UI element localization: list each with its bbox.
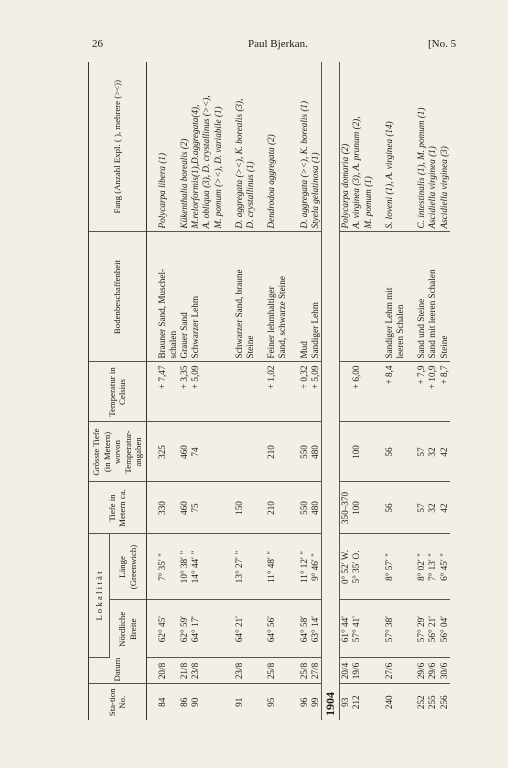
spacer-cell <box>256 422 266 482</box>
station-cell <box>213 684 224 720</box>
station-cell: 255 <box>427 695 438 710</box>
max-depth-cell <box>201 422 212 482</box>
spacer-cell <box>406 422 416 482</box>
station-cell: 212 <box>351 695 362 710</box>
depth-cell: 32 <box>427 482 438 534</box>
catch-cell: Kükenthalia borealis (2) <box>179 62 190 232</box>
longitude-cell: 11° 12′ " <box>299 534 310 600</box>
bottom-type-cell <box>213 232 224 362</box>
date-cell <box>213 658 224 684</box>
max-depth-cell <box>363 422 374 482</box>
max-depth-cell: 210 <box>266 422 277 482</box>
longitude-cell: 13° 27′ " <box>234 534 245 600</box>
depth-cell: 75 <box>190 482 201 534</box>
spacer-cell <box>406 232 416 362</box>
bottom-type-cell: schalen <box>168 232 179 362</box>
latitude-cell: 57° 41′ <box>351 600 362 658</box>
date-cell <box>245 658 256 684</box>
station-cell: 93 <box>340 697 351 707</box>
spacer-cell <box>289 422 299 482</box>
date-cell: 23/8 <box>234 658 245 684</box>
spacer-cell <box>406 600 416 658</box>
spacer-cell <box>374 232 384 362</box>
table-row <box>245 62 256 720</box>
table-row <box>213 62 224 720</box>
table-row <box>340 62 352 720</box>
longitude-cell: 6° 45′ " <box>439 534 450 600</box>
max-depth-cell: 32 <box>427 422 438 482</box>
latitude-cell: 63° 14′ <box>310 600 322 658</box>
spacer-cell <box>256 658 266 684</box>
temperature-cell <box>234 362 245 422</box>
temperature-cell <box>245 362 256 422</box>
spacer-cell <box>289 62 299 232</box>
spacer-cell <box>374 482 384 534</box>
longitude-cell <box>277 534 288 600</box>
temperature-cell: + 1,02 <box>266 362 277 422</box>
longitude-cell <box>363 534 374 600</box>
catch-cell <box>277 62 288 232</box>
temperature-cell: + 5,09 <box>190 362 201 422</box>
depth-cell: 150 <box>234 482 245 534</box>
spacer-cell <box>406 684 416 720</box>
depth-cell: 480 <box>310 482 322 534</box>
latitude-cell: 57° 38′ <box>384 600 395 658</box>
depth-cell: 42 <box>439 482 450 534</box>
bottom-type-cell: Sandiger Lehm <box>310 232 322 362</box>
date-cell: 27/6 <box>384 658 395 684</box>
station-cell: 91 <box>233 697 244 707</box>
max-depth-cell <box>277 422 288 482</box>
table-row <box>384 62 395 720</box>
catch-cell: Ascidiella virginea (3) <box>439 62 450 232</box>
max-depth-cell: 325 <box>157 422 168 482</box>
spacer-cell <box>256 62 266 232</box>
temperature-cell: + 6,00 <box>351 362 362 422</box>
table-row <box>363 62 374 720</box>
station-cell: 90 <box>190 697 201 707</box>
max-depth-cell <box>234 422 245 482</box>
spacer-cell <box>406 362 416 422</box>
spacer-row <box>256 62 266 720</box>
bottom-type-cell: Schwarzer Sand, braune <box>234 232 245 362</box>
catch-cell: D. aggregata (><), K. borealis (3), <box>234 62 245 232</box>
date-cell: 30/6 <box>439 658 450 684</box>
latitude-cell: 64° 17′ <box>190 600 201 658</box>
running-header <box>0 38 508 54</box>
date-cell <box>395 658 406 684</box>
bottom-type-cell: Brauner Sand, Muschel- <box>157 232 168 362</box>
station-cell: 86 <box>178 697 189 707</box>
station-cell <box>277 684 288 720</box>
bottom-type-cell: Sandiger Lehm mit <box>384 232 395 362</box>
depth-cell: 100 <box>351 482 362 534</box>
bottom-type-cell: Mud <box>299 232 310 362</box>
table-row <box>351 62 362 720</box>
longitude-cell: 5° 35′ O. <box>351 534 362 600</box>
spacer-cell <box>406 482 416 534</box>
spacer-cell <box>406 534 416 600</box>
station-cell <box>201 684 212 720</box>
latitude-cell: 64° 58′ <box>299 600 310 658</box>
bottom-type-cell <box>340 232 352 362</box>
table-row <box>201 62 212 720</box>
station-cell: 96 <box>298 697 309 707</box>
latitude-cell: 64° 56′ <box>266 600 277 658</box>
catch-cell: Polycarpa libera (1) <box>157 62 168 232</box>
spacer-cell <box>256 534 266 600</box>
depth-cell <box>277 482 288 534</box>
catch-cell: Ascidiella virginea (1) <box>427 62 438 232</box>
spacer-cell <box>374 658 384 684</box>
spacer-cell <box>374 422 384 482</box>
bottom-type-cell <box>351 232 362 362</box>
catch-cell: D. aggregata (><), K. borealis (1) <box>299 62 310 232</box>
latitude-cell: 56° 04′ <box>439 600 450 658</box>
depth-cell: 330 <box>157 482 168 534</box>
max-depth-cell: 56 <box>384 422 395 482</box>
date-cell <box>168 658 179 684</box>
spacer-cell <box>224 482 234 534</box>
longitude-cell <box>168 534 179 600</box>
longitude-cell <box>245 534 256 600</box>
spacer-cell <box>374 534 384 600</box>
bottom-type-cell: Schwarzer Lehm <box>190 232 201 362</box>
catch-cell <box>395 62 406 232</box>
spacer-cell <box>256 684 266 720</box>
temperature-cell <box>168 362 179 422</box>
spacer-cell <box>224 600 234 658</box>
header-grosste-tiefe: Grösste Tiefe (in Metern) wovon Temperatur-angaben <box>89 422 147 482</box>
spacer-cell <box>224 534 234 600</box>
longitude-cell: 8° 57′ " <box>384 534 395 600</box>
catch-cell: Styela gelatinosa (1) <box>310 62 322 232</box>
header-lokalitat: L o k a l i t ä t <box>89 534 110 658</box>
latitude-cell <box>395 600 406 658</box>
depth-cell <box>395 482 406 534</box>
table-row <box>190 62 201 720</box>
temperature-cell <box>201 362 212 422</box>
bottom-type-cell: Feiner lehmhaltiger <box>266 232 277 362</box>
station-cell <box>395 684 406 720</box>
latitude-cell: 61° 44′ <box>340 600 352 658</box>
date-cell: 29/6 <box>427 658 438 684</box>
table-row <box>427 62 438 720</box>
max-depth-cell: 480 <box>310 422 322 482</box>
table-row <box>168 62 179 720</box>
bottom-type-cell: Steine <box>439 232 450 362</box>
spacer-cell <box>224 232 234 362</box>
catch-cell: M. pomum (><), D. variabile (1) <box>213 62 224 232</box>
date-cell: 25/8 <box>299 658 310 684</box>
date-cell <box>201 658 212 684</box>
depth-cell: 550 <box>299 482 310 534</box>
bottom-type-cell <box>363 232 374 362</box>
depth-cell: 460 <box>179 482 190 534</box>
max-depth-cell: 74 <box>190 422 201 482</box>
series-number: [No. 5 <box>428 38 457 50</box>
spacer-cell <box>406 658 416 684</box>
max-depth-cell: 550 <box>299 422 310 482</box>
latitude-cell <box>245 600 256 658</box>
spacer-cell <box>224 422 234 482</box>
max-depth-cell <box>213 422 224 482</box>
table-row <box>179 62 190 720</box>
bottom-type-cell: Grauer Sand <box>179 232 190 362</box>
depth-cell <box>363 482 374 534</box>
temperature-cell: + 7,47 <box>157 362 168 422</box>
date-cell: 21/8 <box>179 658 190 684</box>
bottom-type-cell <box>201 232 212 362</box>
bottom-type-cell: Sand, schwarze Steine <box>277 232 288 362</box>
max-depth-cell <box>168 422 179 482</box>
date-cell: 19/6 <box>351 658 362 684</box>
max-depth-cell: 460 <box>179 422 190 482</box>
date-cell: 27/8 <box>310 658 322 684</box>
date-cell <box>363 658 374 684</box>
spacer-cell <box>289 534 299 600</box>
max-depth-cell: 100 <box>351 422 362 482</box>
spacer-cell <box>289 684 299 720</box>
depth-cell: 57 <box>416 482 427 534</box>
latitude-cell: 62° 45′ <box>157 600 168 658</box>
spacer-row <box>374 62 384 720</box>
bottom-type-cell: Sand und Steine <box>416 232 427 362</box>
station-table <box>88 62 450 720</box>
spacer-cell <box>224 658 234 684</box>
temperature-cell: + 10,9 <box>427 362 438 422</box>
max-depth-cell: 42 <box>439 422 450 482</box>
temperature-cell <box>363 362 374 422</box>
latitude-cell <box>363 600 374 658</box>
header-station: Sta-tion No. <box>89 684 147 720</box>
temperature-cell: ÷ 0,32 <box>299 362 310 422</box>
spacer-cell <box>256 482 266 534</box>
station-cell: 252 <box>416 695 427 710</box>
longitude-cell: 14° 44′ " <box>190 534 201 600</box>
table-row <box>277 62 288 720</box>
longitude-cell: 9° 46′ " <box>310 534 322 600</box>
spacer-cell <box>224 684 234 720</box>
spacer-cell <box>374 62 384 232</box>
header-temperatur: Temperatur in Celsius <box>89 362 147 422</box>
header-tiefe: Tiefe in Metern ca. <box>89 482 147 534</box>
spacer-cell <box>406 62 416 232</box>
temperature-cell: + 8,4 <box>384 362 395 422</box>
spacer-cell <box>289 658 299 684</box>
table-row <box>416 62 427 720</box>
station-cell: 99 <box>309 697 320 707</box>
spacer-cell <box>256 362 266 422</box>
latitude-cell <box>168 600 179 658</box>
spacer-cell <box>289 600 299 658</box>
latitude-cell: 62° 59′ <box>179 600 190 658</box>
depth-cell <box>213 482 224 534</box>
spacer-cell <box>374 362 384 422</box>
longitude-cell: 8° 02′ " <box>416 534 427 600</box>
catch-cell: M.relorformis(1),D.aggregata(4), <box>190 62 201 232</box>
rotated-table-frame <box>88 62 448 720</box>
table-row <box>299 62 310 720</box>
temperature-cell: + 8,7 <box>439 362 450 422</box>
running-title-author: Paul Bjerkan. <box>248 38 308 50</box>
header-lange: Länge (Greenwich) <box>110 534 146 600</box>
temperature-cell <box>277 362 288 422</box>
catch-cell: A. virginea (3), A. prunum (2), <box>351 62 362 232</box>
table-row <box>310 62 322 720</box>
max-depth-cell <box>340 422 352 482</box>
spacer-cell <box>289 482 299 534</box>
max-depth-cell <box>245 422 256 482</box>
catch-cell: C. intestinalis (1), M. pomum (1) <box>416 62 427 232</box>
bottom-type-cell: leeren Schalen <box>395 232 406 362</box>
spacer-cell <box>224 62 234 232</box>
table-row <box>157 62 168 720</box>
depth-cell: 350–370 <box>340 482 352 534</box>
spacer-row <box>406 62 416 720</box>
depth-cell <box>201 482 212 534</box>
header-fang: Fang (Anzahl Expl. ( ), mehrere (><)) <box>89 62 147 232</box>
header-date: Datum <box>89 658 147 684</box>
temperature-cell: + 7,9 <box>416 362 427 422</box>
date-cell: 29/6 <box>416 658 427 684</box>
longitude-cell <box>213 534 224 600</box>
date-cell: 23/8 <box>190 658 201 684</box>
latitude-cell: 57° 29′ <box>416 600 427 658</box>
catch-cell: S. loveni (1), A. virginea (14) <box>384 62 395 232</box>
latitude-cell <box>201 600 212 658</box>
catch-cell: Dendrodoa aggregata (2) <box>266 62 277 232</box>
spacer-cell <box>256 232 266 362</box>
catch-cell: Polycarpa domaria (2) <box>340 62 352 232</box>
station-cell <box>245 684 256 720</box>
page-number: 26 <box>92 38 103 50</box>
bottom-type-cell: Steine <box>245 232 256 362</box>
catch-cell: A. obliqua (3), D. crystallinus (><), <box>201 62 212 232</box>
longitude-cell: 0° 52′ W. <box>340 534 352 600</box>
date-cell: 20/8 <box>157 658 168 684</box>
date-cell: 25/8 <box>266 658 277 684</box>
longitude-cell <box>201 534 212 600</box>
max-depth-cell <box>395 422 406 482</box>
catch-cell <box>168 62 179 232</box>
depth-cell: 210 <box>266 482 277 534</box>
table-row <box>395 62 406 720</box>
temperature-cell <box>340 362 352 422</box>
year-label: 1904 <box>321 62 339 720</box>
table-row <box>439 62 450 720</box>
longitude-cell <box>395 534 406 600</box>
max-depth-cell: 57 <box>416 422 427 482</box>
date-cell <box>277 658 288 684</box>
table-row <box>266 62 277 720</box>
bottom-type-cell: Sand mit leeren Schalen <box>427 232 438 362</box>
longitude-cell: 7° 35′ " <box>157 534 168 600</box>
station-cell <box>363 684 374 720</box>
temperature-cell: + 5,09 <box>310 362 322 422</box>
latitude-cell <box>277 600 288 658</box>
header-breite: Nördliche Breite <box>110 600 146 658</box>
longitude-cell: 11° 48′ " <box>266 534 277 600</box>
station-cell: 84 <box>156 697 167 707</box>
latitude-cell: 56° 21′ <box>427 600 438 658</box>
latitude-cell: 64° 21′ <box>234 600 245 658</box>
latitude-cell <box>213 600 224 658</box>
spacer-cell <box>289 362 299 422</box>
longitude-cell: 10° 38′ " <box>179 534 190 600</box>
station-cell: 95 <box>266 697 277 707</box>
temperature-cell <box>213 362 224 422</box>
longitude-cell: 7° 13′ " <box>427 534 438 600</box>
depth-cell <box>168 482 179 534</box>
station-cell <box>168 684 179 720</box>
spacer-cell <box>256 600 266 658</box>
table-body <box>146 62 450 720</box>
spacer-row <box>224 62 234 720</box>
depth-cell <box>245 482 256 534</box>
year-divider-row <box>321 62 339 720</box>
catch-cell: M. pomum (1) <box>363 62 374 232</box>
temperature-cell: + 3,35 <box>179 362 190 422</box>
spacer-cell <box>374 600 384 658</box>
table-row <box>234 62 245 720</box>
station-cell: 240 <box>383 695 394 710</box>
spacer-cell <box>374 684 384 720</box>
spacer-row <box>289 62 299 720</box>
temperature-cell <box>395 362 406 422</box>
spacer-cell <box>289 232 299 362</box>
header-boden: Bodenbeschaffenheit <box>89 232 147 362</box>
catch-cell: D. crystallinus (1) <box>245 62 256 232</box>
spacer-cell <box>224 362 234 422</box>
date-cell: 20/4 <box>340 658 352 684</box>
depth-cell: 56 <box>384 482 395 534</box>
station-cell: 256 <box>438 695 449 710</box>
